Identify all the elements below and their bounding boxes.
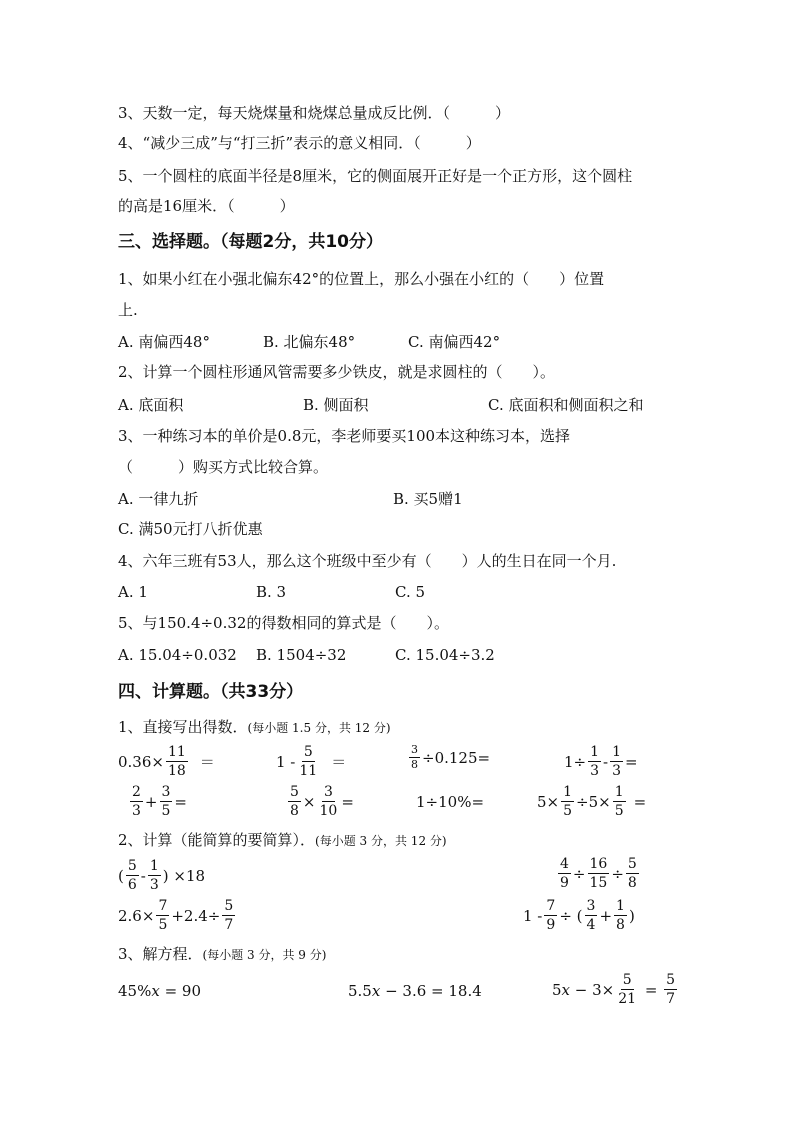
math-term: = (174, 792, 187, 811)
expr-5 (128, 784, 187, 819)
math-term: ÷5× (576, 792, 611, 811)
choice-q5-option-a: A. 15.04÷0.032 (118, 646, 237, 664)
expr-7 (416, 793, 484, 811)
choice-q3-option-b: B. 买5赠1 (393, 490, 463, 508)
fraction-denominator: 8 (290, 803, 299, 819)
math-term: 2.6× (118, 906, 155, 925)
choice-q5: 5、与150.4÷0.32的得数相同的算式是（ ）。 (118, 614, 449, 632)
fraction-numerator: 1 (612, 744, 622, 760)
fraction (126, 858, 139, 893)
part3-note: (每小题 3 分，共 9 分) (202, 948, 327, 962)
math-term: 1 - (276, 752, 296, 771)
math-term: = (640, 980, 663, 999)
fraction-denominator: 3 (590, 763, 600, 779)
math-term: ) ×18 (162, 866, 206, 885)
choice-q4-option-a: A. 1 (118, 583, 148, 601)
fraction-denominator: 5 (158, 917, 168, 933)
fraction-numerator: 5 (224, 898, 234, 914)
fraction-denominator: 5 (161, 803, 171, 819)
choice-q2-option-c: C. 底面积和侧面积之和 (488, 396, 644, 414)
math-term: ＝ (199, 753, 215, 771)
fraction-denominator: 7 (224, 917, 234, 933)
calc-2 (556, 856, 641, 891)
math-term: − 3× (570, 980, 615, 999)
math-term: +2.4÷ (171, 906, 221, 925)
choice-q4: 4、六年三班有53人，那么这个班级中至少有（ ）人的生日在同一个月. (118, 552, 617, 570)
part1-heading (118, 717, 391, 738)
choice-q2-option-a: A. 底面积 (118, 396, 184, 414)
fraction (610, 744, 623, 779)
fraction-denominator: 10 (319, 803, 338, 819)
fraction-numerator: 7 (158, 898, 168, 914)
math-term: ) (628, 906, 635, 925)
choice-q1-option-b: B. 北偏东48° (263, 333, 356, 351)
math-term: - (140, 866, 146, 885)
fraction-numerator: 2 (132, 784, 141, 800)
math-term: x (561, 980, 571, 999)
fraction-numerator: 5 (622, 972, 632, 988)
math-term: × (302, 792, 316, 811)
part2-title: 2、计算（能简算的要简算）． (118, 831, 316, 849)
fraction-denominator: 9 (560, 875, 569, 891)
fraction (585, 898, 598, 933)
section3-title: 三、选择题。（每题2分，共10分） (118, 232, 383, 252)
fraction-numerator: 1 (590, 744, 600, 760)
fraction (160, 784, 173, 819)
fraction-numerator: 4 (560, 856, 569, 872)
choice-q2-option-b: B. 侧面积 (303, 396, 369, 414)
choice-q1-line1: 1、如果小红在小强北偏东42°的位置上，那么小强在小红的（ ）位置 (118, 270, 605, 288)
part3-title: 3、解方程． (118, 945, 203, 963)
math-term: ＝ (331, 753, 347, 771)
math-term: 5 (552, 980, 562, 999)
expr-8 (537, 784, 646, 819)
math-term: x (151, 982, 160, 1000)
fraction (297, 744, 319, 779)
math-term: ÷ ( (559, 906, 583, 925)
fraction (130, 784, 143, 819)
fraction (558, 856, 571, 891)
part1-title: 1、直接写出得数． (118, 718, 248, 736)
fraction-denominator: 3 (612, 763, 622, 779)
fraction (222, 898, 235, 933)
judge-q4: 4、“减少三成”与“打三折”表示的意义相同．（ ） (118, 134, 481, 152)
fraction-denominator: 8 (411, 758, 418, 771)
fraction-denominator: 8 (627, 875, 637, 891)
choice-q3-line1: 3、一种练习本的单价是0.8元，李老师要买100本这种练习本，选择 (118, 427, 571, 445)
fraction (626, 856, 639, 891)
fraction-numerator: 16 (589, 856, 608, 872)
fraction-numerator: 5 (290, 784, 299, 800)
calc-3 (118, 898, 237, 933)
fraction-numerator: 3 (323, 784, 333, 800)
math-term: - (603, 752, 609, 771)
fraction-numerator: 1 (614, 784, 624, 800)
calc-4 (523, 898, 635, 933)
math-term: = (341, 792, 354, 811)
fraction-numerator: 7 (546, 898, 556, 914)
equation-3 (552, 972, 679, 1007)
fraction-denominator: 18 (167, 763, 186, 779)
expr-2 (276, 744, 346, 779)
fraction-denominator: 5 (614, 803, 624, 819)
fraction-denominator: 8 (616, 917, 625, 933)
expr-3 (407, 744, 490, 771)
choice-q3-line2: （ ）购买方式比较合算。 (118, 458, 329, 476)
math-term: x (371, 982, 381, 1000)
fraction (288, 784, 301, 819)
expr-4 (564, 744, 638, 779)
choice-q1-line2: 上. (118, 301, 138, 319)
choice-q1-option-c: C. 南偏西42° (408, 333, 501, 351)
fraction-numerator: 3 (411, 743, 418, 756)
judge-q5-line2: 的高是16厘米．（ ） (118, 197, 295, 215)
math-term: 1÷10%= (416, 793, 485, 811)
choice-q3-option-c: C. 满50元打八折优惠 (118, 520, 263, 538)
fraction-numerator: 11 (167, 744, 186, 760)
math-term: + (599, 906, 613, 925)
fraction-numerator: 1 (616, 898, 625, 914)
fraction (588, 744, 601, 779)
fraction (588, 856, 610, 891)
choice-q4-option-c: C. 5 (395, 583, 426, 601)
fraction-numerator: 5 (627, 856, 637, 872)
choice-q2: 2、计算一个圆柱形通风管需要多少铁皮，就是求圆柱的（ ）。 (118, 363, 556, 381)
expr-6 (286, 784, 354, 819)
fraction (616, 972, 638, 1007)
fraction-denominator: 3 (132, 803, 141, 819)
part2-heading (118, 830, 447, 851)
fraction-denominator: 3 (149, 877, 159, 893)
choice-q5-option-c: C. 15.04÷3.2 (395, 646, 495, 664)
choice-q3-option-a: A. 一律九折 (118, 490, 199, 508)
calc-1 (118, 858, 205, 893)
fraction (561, 784, 574, 819)
choice-q1-option-a: A. 南偏西48° (118, 333, 210, 351)
fraction (409, 744, 420, 771)
choice-q4-option-b: B. 3 (256, 583, 287, 601)
math-term: = (633, 792, 647, 811)
math-term: ÷ (572, 864, 586, 883)
fraction-numerator: 3 (586, 898, 596, 914)
part2-note: (每小题 3 分，共 12 分) (315, 834, 447, 848)
fraction-numerator: 1 (563, 784, 573, 800)
fraction-numerator: 5 (127, 858, 137, 874)
fraction (166, 744, 188, 779)
fraction-denominator: 7 (666, 991, 676, 1007)
math-term: 1÷ (564, 752, 587, 771)
equation-1 (118, 982, 201, 1000)
fraction-denominator: 6 (127, 877, 137, 893)
math-term: 5.5 (348, 982, 372, 1000)
fraction (614, 898, 627, 933)
math-term: = 90 (159, 982, 202, 1000)
fraction-numerator: 1 (149, 858, 159, 874)
fraction (318, 784, 340, 819)
math-term: ÷ (611, 864, 624, 883)
math-term: ÷0.125= (422, 748, 491, 767)
equation-2 (348, 982, 482, 1000)
expr-1 (118, 744, 215, 779)
choice-q5-option-b: B. 1504÷32 (256, 646, 347, 664)
fraction-numerator: 3 (161, 784, 171, 800)
fraction (156, 898, 169, 933)
fraction-denominator: 21 (618, 991, 637, 1007)
fraction (613, 784, 626, 819)
judge-q5-line1: 5、一个圆柱的底面半径是8厘米，它的侧面展开正好是一个正方形，这个圆柱 (118, 167, 633, 185)
fraction (544, 898, 557, 933)
math-term: ( (118, 866, 124, 885)
math-term: = (625, 752, 638, 771)
fraction-numerator: 5 (303, 744, 313, 760)
fraction-denominator: 15 (589, 875, 608, 891)
fraction-denominator: 11 (299, 763, 318, 779)
math-term: − 3.6 = 18.4 (380, 982, 482, 1000)
judge-q3: 3、天数一定，每天烧煤量和烧煤总量成反比例．（ ） (118, 104, 511, 122)
fraction (664, 972, 677, 1007)
math-term: 0.36× (118, 752, 164, 771)
part1-note: (每小题 1.5 分，共 12 分) (247, 721, 391, 735)
fraction-denominator: 4 (586, 917, 596, 933)
math-term: 1 - (523, 906, 543, 925)
fraction (148, 858, 161, 893)
fraction-numerator: 5 (666, 972, 676, 988)
math-term: 45% (118, 982, 152, 1000)
section4-title: 四、计算题。（共33分） (118, 682, 304, 702)
math-term: + (144, 792, 158, 811)
part3-heading (118, 944, 326, 965)
math-term: 5× (537, 792, 560, 811)
fraction-denominator: 5 (563, 803, 573, 819)
fraction-denominator: 9 (546, 917, 556, 933)
